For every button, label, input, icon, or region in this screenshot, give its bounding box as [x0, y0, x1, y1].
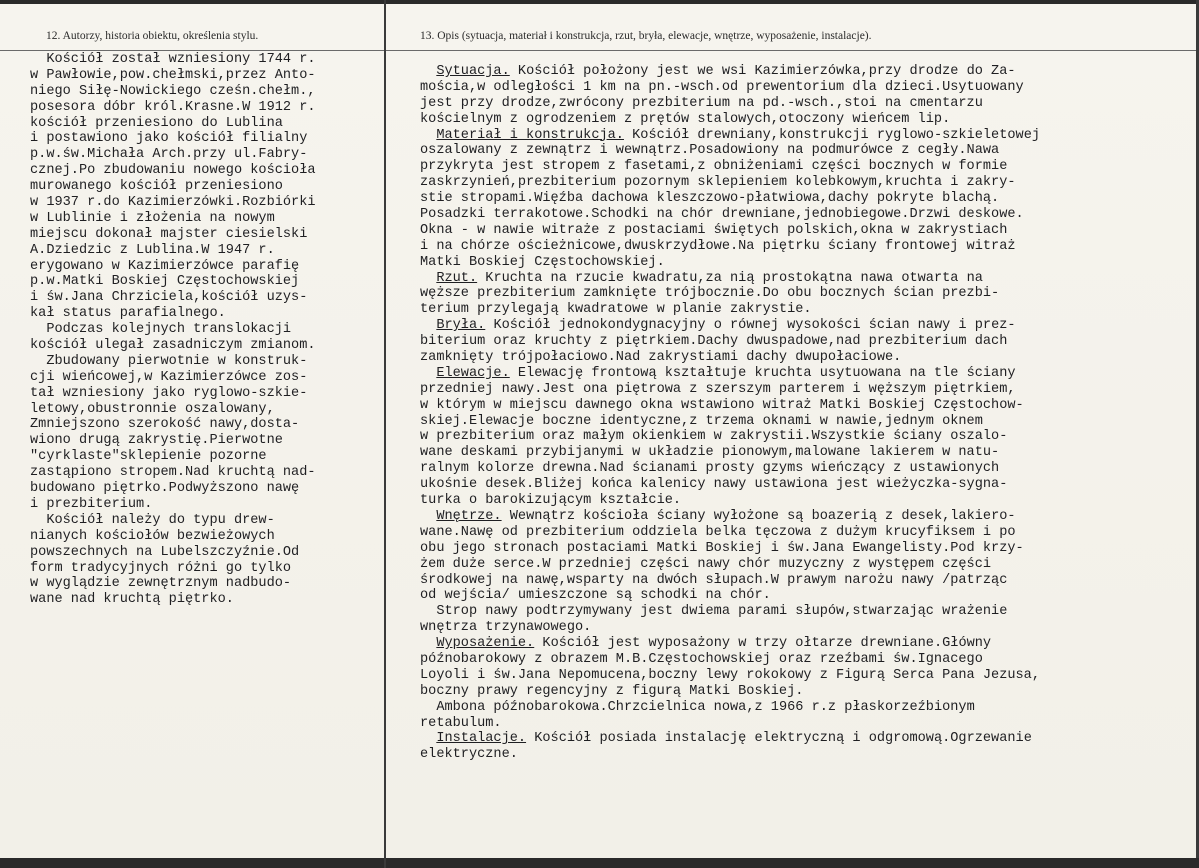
description-text: Kościół położony jest we wsi Kazimierzówka,przy drodze do Za-	[517, 64, 1016, 79]
description-text: zaskrzynień,prezbiterium pozornym sklepieniem kolebkowym,kruchta i zakry-	[420, 175, 1016, 191]
description-text: wane.Nawę od prezbiterium oddziela belka tęczowa z dużym krucyfiksem i po	[420, 524, 1016, 540]
history-line: cji wieńcowej,w Kazimierzówce zos-	[30, 369, 308, 385]
history-line: i św.Jana Chrziciela,kościół uzys-	[30, 290, 308, 306]
section-heading: Wnętrze.	[436, 508, 502, 524]
description-text: elektryczne.	[420, 747, 518, 763]
history-line: Zbudowany pierwotnie w konstruk-	[30, 353, 308, 369]
description-text: środkowej na nawę,wsparty na dwóch słupach.W prawym narożu nawy /patrząc	[420, 572, 1008, 588]
description-line	[420, 143, 1199, 159]
history-line: w wyglądzie zewnętrznym nadbudo-	[30, 576, 292, 592]
description-line	[420, 350, 1199, 366]
description-text: Kruchta na rzucie kwadratu,za nią prostokątna nawa otwarta na	[485, 270, 983, 286]
history-line: niego Siłę-Nowickiego cześn.chełm.,	[30, 83, 316, 99]
description-text: przykryta jest stropem z fasetami,z obniżeniami części bocznych w formie	[420, 159, 1008, 175]
description-text: boczny prawy regencyjny z figurą Matki Boskiej.	[420, 683, 804, 699]
description-text: i na chórze ościeżnicowe,dwuskrzydłowe.Na piętrku ściany frontowej witraż	[420, 238, 1016, 254]
section-header-13: 13. Opis (sytuacja, materiał i konstrukcja, rzut, bryła, elewacje, wnętrze, wyposażenie, instalacje).	[420, 30, 872, 42]
description-text: od wejścia/ umieszczone są schodki na chór.	[420, 588, 771, 604]
description-line	[420, 239, 1199, 255]
description-line	[420, 541, 1199, 557]
description-text: kościelnym z ogrodzeniem z prętów stalowych,otoczony wieńcem lip.	[420, 111, 951, 127]
description-line	[420, 684, 1199, 700]
description-text: Loyoli i św.Jana Nepomucena,boczny lewy rokokowy z Figurą Serca Pana Jezusa,	[420, 667, 1040, 683]
section-heading: Instalacje.	[436, 731, 527, 747]
description-line	[420, 255, 1199, 271]
description-line	[420, 223, 1199, 239]
history-line: w Pawłowie,pow.chełmski,przez Anto-	[30, 67, 316, 83]
section-heading: Sytuacja.	[436, 64, 510, 79]
section-heading: Materiał i konstrukcja.	[436, 127, 624, 143]
header-rule-right	[386, 50, 1196, 51]
description-line	[420, 429, 1199, 445]
description-line	[420, 334, 1199, 350]
history-line: nianych kościołów bezwieżowych	[30, 528, 275, 544]
history-line: murowanego kościół przeniesiono	[30, 179, 283, 195]
history-line: miejscu dokonał majster ciesielski	[30, 226, 308, 242]
description-line	[420, 493, 1199, 509]
history-line: i prezbiterium.	[30, 496, 153, 512]
description-line	[420, 731, 1199, 747]
description-line	[420, 620, 1199, 636]
description-text: obu jego stronach postaciami Matki Boskiej i św.Jana Ewangelisty.Pod krzy-	[420, 540, 1024, 556]
description-line	[420, 509, 1199, 525]
description-text: w którym w miejscu dawnego okna wstawiono witraż Matki Boskiej Częstochow-	[420, 397, 1024, 413]
history-line: erygowano w Kazimierzówce parafię	[30, 258, 300, 274]
description-line	[420, 112, 1199, 128]
description-text: stie stropami.Więźba dachowa kleszczowo-płatwiowa,dachy pokryte blachą.	[420, 191, 1000, 207]
description-text: Posadzki terrakotowe.Schodki na chór drewniane,jednobiegowe.Drzwi deskowe.	[420, 207, 1024, 223]
description-line	[420, 700, 1199, 716]
section-heading: Rzut.	[436, 270, 478, 286]
description-text: retabulum.	[420, 715, 502, 731]
history-line: kał status parafialnego.	[30, 306, 226, 322]
description-text: wnętrza trzynawowego.	[420, 620, 592, 636]
description-line	[420, 525, 1199, 541]
history-line: tał wzniesiony jako ryglowo-szkie-	[30, 385, 308, 401]
description-line	[420, 477, 1199, 493]
history-line: w Lublinie i złożenia na nowym	[30, 210, 275, 226]
description-line	[420, 64, 1199, 80]
history-line: kościół ulegał zasadniczym zmianom.	[30, 338, 316, 354]
description-text: skiej.Elewacje boczne identyczne,z trzema oknami w nawie,jednym oknem	[420, 413, 983, 429]
description-line	[420, 557, 1199, 573]
history-line: Kościół należy do typu drew-	[30, 512, 275, 528]
history-line: wiono drugą zakrystię.Pierwotne	[30, 433, 283, 449]
description-line	[420, 271, 1199, 287]
description-line	[420, 588, 1199, 604]
description-line	[420, 286, 1199, 302]
description-text: ukośnie desek.Bliżej końca kalenicy nawy ustawiona jest wieżyczka-sygna-	[420, 477, 1008, 493]
history-line: kościół przeniesiono do Lublina	[30, 115, 283, 131]
description-line	[420, 652, 1199, 668]
description-text: przedniej nawy.Jest ona piętrowa z szerszym parterem i węższym piętrkiem,	[420, 381, 1016, 397]
description-text: Elewację frontową kształtuje kruchta usytuowana na tle ściany	[517, 365, 1016, 381]
history-line: Zmniejszono szerokość nawy,dosta-	[30, 417, 300, 433]
history-line: p.w.św.Michała Arch.przy ul.Fabry-	[30, 147, 308, 163]
description-line	[420, 382, 1199, 398]
description-line	[420, 747, 1199, 763]
history-line: i postawiono jako kościół filialny	[30, 131, 308, 147]
scan-edge-bottom	[0, 858, 1199, 868]
history-line: form tradycyjnych różni go tylko	[30, 560, 292, 576]
description-line	[420, 414, 1199, 430]
scan-edge-top	[0, 0, 1199, 4]
history-line: zastąpiono stropem.Nad kruchtą nad-	[30, 465, 316, 481]
description-text: Wewnątrz kościoła ściany wyłożone są boazerią z desek,lakiero-	[509, 508, 1016, 524]
description-line	[420, 175, 1199, 191]
description-text: jest przy drodze,zwrócony prezbiterium na pd.-wsch.,stoi na cmentarzu	[420, 95, 983, 111]
description-line	[420, 461, 1199, 477]
section-heading: Elewacje.	[436, 365, 510, 381]
history-line: p.w.Matki Boskiej Częstochowskiej	[30, 274, 300, 290]
section-heading: Wyposażenie.	[436, 636, 535, 652]
description-line	[420, 96, 1199, 112]
history-line: powszechnych na Lubelszczyźnie.Od	[30, 544, 300, 560]
description-text: oszalowany z zewnątrz i wewnątrz.Posadowiony na podmurówce z cegły.Nawa	[420, 143, 1000, 159]
history-line: cznej.Po zbudowaniu nowego kościoła	[30, 163, 316, 179]
description-text: w prezbiterium oraz małym okienkiem w zakrystii.Wszystkie ściany oszalo-	[420, 429, 1008, 445]
description-text: turka o barokizującym kształcie.	[420, 493, 682, 509]
description-text: Kościół posiada instalację elektryczną i odgromową.Ogrzewanie	[534, 731, 1032, 747]
history-line: letowy,obustronnie oszalowany,	[30, 401, 275, 417]
description-text: terium przylegają kwadratowe w planie zakrystie.	[420, 302, 812, 318]
description-text: Kościół jednokondygnacyjny o równej wysokości ścian nawy i prez-	[493, 318, 1016, 334]
description-text: Strop nawy podtrzymywany jest dwiema parami słupów,stwarzając wrażenie	[436, 604, 1008, 620]
description-line	[420, 207, 1199, 223]
history-line: Kościół został wzniesiony 1744 r.	[30, 52, 316, 67]
description-line	[420, 128, 1199, 144]
description-line	[420, 159, 1199, 175]
description-text: ralnym kolorze drewna.Nad ścianami prosty gzyms wieńczący z ustawionych	[420, 461, 1000, 477]
description-text: Kościół jest wyposażony w trzy ołtarze drewniane.Główny	[542, 636, 992, 652]
history-line: A.Dziedzic z Lublina.W 1947 r.	[30, 242, 275, 258]
description-text: Kościół drewniany,konstrukcji ryglowo-szkieletowej	[632, 127, 1041, 143]
description-line	[420, 302, 1199, 318]
section-heading: Bryła.	[436, 318, 486, 334]
description-line	[420, 636, 1199, 652]
description-line	[420, 716, 1199, 732]
description-text: żem duże serce.W przedniej części nawy chór muzyczny z występem części	[420, 556, 992, 572]
section-header-12: 12. Autorzy, historia obiektu, określenia stylu.	[46, 30, 259, 42]
description-line	[420, 604, 1199, 620]
description-text: mościa,w odległości 1 km na pn.-wsch.od prewentorium dla dzieci.Usytuowany	[420, 79, 1024, 95]
history-line: posesora dóbr król.Krasne.W 1912 r.	[30, 99, 316, 115]
history-line: w 1937 r.do Kazimierzówki.Rozbiórki	[30, 195, 316, 211]
header-rule-left	[0, 50, 384, 51]
description-line	[420, 191, 1199, 207]
description-text: wane deskami przybijanymi w układzie pionowym,malowane lakierem w natu-	[420, 445, 1000, 461]
description-text: biterium oraz kruchty z piętrkiem.Dachy dwuspadowe,nad prezbiterium dach	[420, 334, 1008, 350]
description-line	[420, 668, 1199, 684]
description-text: węższe prezbiterium zamknięte trójbocznie.Do obu bocznych ścian prezbi-	[420, 286, 1000, 302]
description-text: Ambona późnobarokowa.Chrzcielnica nowa,z 1966 r.z płaskorzeźbionym	[436, 699, 975, 715]
history-line: budowano piętrko.Podwyższono nawę	[30, 481, 300, 497]
description-line	[420, 573, 1199, 589]
description-column	[420, 64, 1199, 763]
history-column	[30, 52, 395, 608]
description-line	[420, 80, 1199, 96]
description-line	[420, 366, 1199, 382]
description-text: zamknięty trójpołaciowo.Nad zakrystiami dachy dwupołaciowe.	[420, 350, 902, 366]
description-text: późnobarokowy z obrazem M.B.Częstochowskiej oraz rzeźbami św.Ignacego	[420, 651, 983, 667]
history-line: Podczas kolejnych translokacji	[30, 322, 292, 338]
description-line	[420, 445, 1199, 461]
description-text: Matki Boskiej Częstochowskiej.	[420, 254, 665, 270]
history-line: wane nad kruchtą piętrko.	[30, 592, 234, 608]
description-text: Okna - w nawie witraże z postaciami świętych polskich,okna w zakrystiach	[420, 222, 1008, 238]
history-line: "cyrklaste"sklepienie pozorne	[30, 449, 267, 465]
description-line	[420, 398, 1199, 414]
description-line	[420, 318, 1199, 334]
